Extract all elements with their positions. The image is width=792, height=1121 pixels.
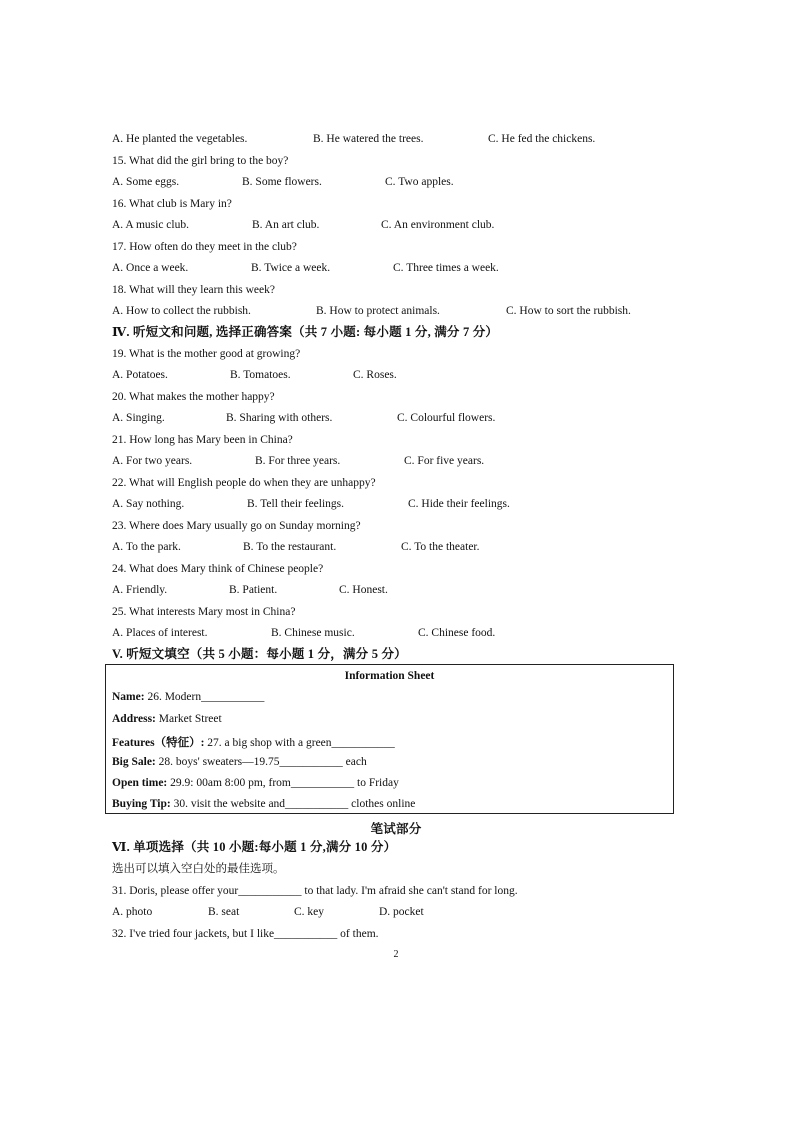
option: A. Once a week. xyxy=(112,262,189,274)
option: C. Two apples. xyxy=(385,176,454,188)
row-text: 29.9: 00am 8:00 pm, from___________ to Friday xyxy=(167,777,399,789)
option: A. To the park. xyxy=(112,541,181,553)
question-21: 21. How long has Mary been in China? xyxy=(112,434,293,446)
option: B. Tell their feelings. xyxy=(247,498,345,510)
section-6-heading: Ⅵ. 单项选择（共 10 小题:每小题 1 分,满分 10 分） xyxy=(112,840,397,854)
option: C. How to sort the rubbish. xyxy=(506,305,631,317)
option: C. Honest. xyxy=(339,584,388,596)
question-31: 31. Doris, please offer your___________ to that lady. I'm afraid she can't stand for long. xyxy=(112,885,518,897)
option: B. To the restaurant. xyxy=(243,541,337,553)
option: A. Friendly. xyxy=(112,584,168,596)
written-part-heading: 笔试部分 xyxy=(370,822,422,836)
question-19: 19. What is the mother good at growing? xyxy=(112,348,301,360)
option: C. Three times a week. xyxy=(393,262,499,274)
option: C. Hide their feelings. xyxy=(408,498,510,510)
sheet-row-buying-tip xyxy=(112,798,415,810)
question-20: 20. What makes the mother happy? xyxy=(112,391,275,403)
row-label: Big Sale: xyxy=(112,756,156,768)
option: B. Twice a week. xyxy=(251,262,331,274)
question-22: 22. What will English people do when they are unhappy? xyxy=(112,477,376,489)
option: C. He fed the chickens. xyxy=(488,133,596,145)
option: A. He planted the vegetables. xyxy=(112,133,248,145)
option: A. How to collect the rubbish. xyxy=(112,305,251,317)
row-label: Open time: xyxy=(112,777,168,789)
row-text: 27. a big shop with a green___________ xyxy=(204,737,395,749)
sheet-row-features xyxy=(112,734,395,750)
option: C. An environment club. xyxy=(381,219,495,231)
option: A. Potatoes. xyxy=(112,369,168,381)
information-sheet-title: Information Sheet xyxy=(344,670,435,682)
option: B. Some flowers. xyxy=(242,176,322,188)
option: A. photo xyxy=(112,906,153,918)
option: B. Patient. xyxy=(229,584,278,596)
row-text: 28. boys' sweaters—19.75___________ each xyxy=(155,756,367,768)
option: B. Chinese music. xyxy=(271,627,355,639)
page-number: 2 xyxy=(393,949,399,960)
sheet-row-name xyxy=(112,691,264,703)
information-sheet xyxy=(105,664,674,814)
option: B. How to protect animals. xyxy=(316,305,440,317)
question-32: 32. I've tried four jackets, but I like___________ of them. xyxy=(112,928,379,940)
option: B. seat xyxy=(208,906,240,918)
question-18: 18. What will they learn this week? xyxy=(112,284,275,296)
option: C. For five years. xyxy=(404,455,485,467)
option: C. To the theater. xyxy=(401,541,480,553)
section-4-heading: Ⅳ. 听短文和问题, 选择正确答案（共 7 小题: 每小题 1 分, 满分 7 分） xyxy=(112,325,499,339)
row-label: Name: xyxy=(112,691,145,703)
question-15: 15. What did the girl bring to the boy? xyxy=(112,155,289,167)
option: A. For two years. xyxy=(112,455,193,467)
option: C. key xyxy=(294,906,325,918)
question-23: 23. Where does Mary usually go on Sunday morning? xyxy=(112,520,361,532)
sheet-row-big-sale xyxy=(112,756,367,768)
row-text: Market Street xyxy=(155,713,222,725)
row-label: Address: xyxy=(112,713,156,725)
option: A. Say nothing. xyxy=(112,498,185,510)
option: A. Singing. xyxy=(112,412,165,424)
option: C. Chinese food. xyxy=(418,627,496,639)
section-6-instruction: 选出可以填入空白处的最佳选项。 xyxy=(112,863,285,875)
option: B. For three years. xyxy=(255,455,341,467)
question-25: 25. What interests Mary most in China? xyxy=(112,606,296,618)
option: B. Tomatoes. xyxy=(230,369,291,381)
sheet-row-open-time xyxy=(112,777,399,789)
row-text: 26. Modern___________ xyxy=(144,691,265,703)
section-5-heading: V. 听短文填空（共 5 小题：每小题 1 分，满分 5 分） xyxy=(112,647,407,661)
sheet-row-address xyxy=(112,713,222,725)
row-text: 30. visit the website and___________ clothes online xyxy=(170,798,416,810)
option: B. An art club. xyxy=(252,219,320,231)
option: A. Some eggs. xyxy=(112,176,180,188)
option: B. Sharing with others. xyxy=(226,412,333,424)
question-24: 24. What does Mary think of Chinese people? xyxy=(112,563,324,575)
option: D. pocket xyxy=(379,906,424,918)
option: A. Places of interest. xyxy=(112,627,208,639)
question-17: 17. How often do they meet in the club? xyxy=(112,241,297,253)
option: C. Colourful flowers. xyxy=(397,412,496,424)
option: B. He watered the trees. xyxy=(313,133,424,145)
option: A. A music club. xyxy=(112,219,189,231)
question-16: 16. What club is Mary in? xyxy=(112,198,232,210)
option: C. Roses. xyxy=(353,369,397,381)
row-label: Buying Tip: xyxy=(112,798,171,810)
row-label: Features（特征）: xyxy=(112,737,205,749)
